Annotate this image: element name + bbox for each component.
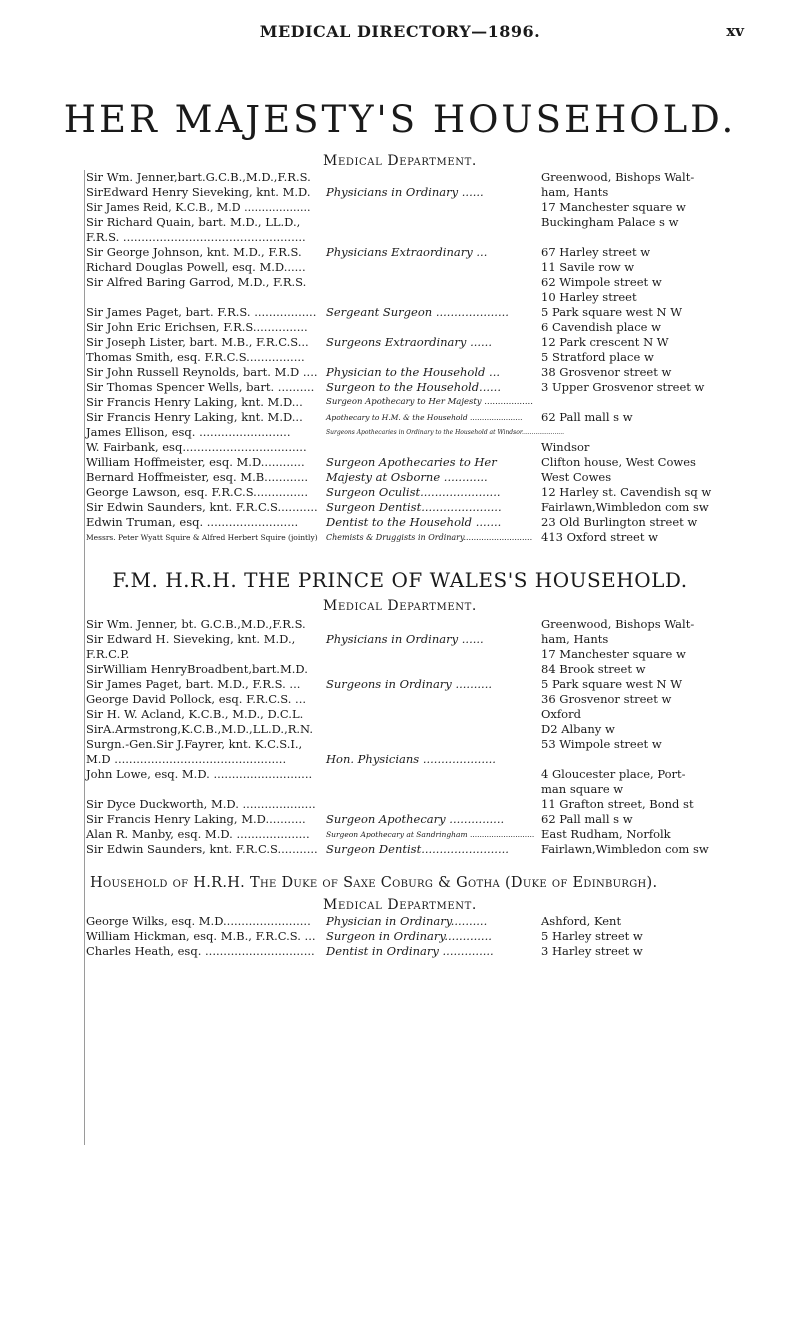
directory-row [86,722,800,737]
person-name: Bernard Hoffmeister, esq. M.B............ [86,470,309,484]
directory-row [86,350,800,365]
directory-row [86,365,800,380]
address: Clifton house, West Cowes [541,455,696,469]
office-title: Surgeon Dentist...................... [326,500,502,514]
address: 5 Park square west N W [541,677,683,691]
office-title: Surgeon Apothecary ............... [326,812,505,826]
directory-row [86,290,800,305]
person-name: William Hickman, esq. M.B., F.R.C.S. ... [86,929,316,943]
directory-row [86,335,800,350]
directory-row [86,914,800,929]
directory-row [86,185,800,200]
person-name: F.R.S. .................................................. [86,230,306,244]
address: East Rudham, Norfolk [541,827,671,841]
directory-row [86,305,800,320]
office-title: Physicians in Ordinary ...... [326,632,484,646]
person-name: F.R.C.P. [86,647,130,661]
directory-row [86,425,800,440]
address: 5 Park square west N W [541,305,683,319]
address: 62 Pall mall s w [541,410,633,424]
address: 3 Upper Grosvenor street w [541,380,705,394]
address: Greenwood, Bishops Walt- [541,617,695,631]
directory-row [86,677,800,692]
directory-row [86,530,800,545]
person-name: Sir Francis Henry Laking, M.D........... [86,812,306,826]
person-name: Sir John Eric Erichsen, F.R.S............... [86,320,308,334]
office-title: Physician in Ordinary.......... [326,914,488,928]
coburg-dept-heading: Medical Department. [323,897,477,913]
wales-title: F.M. H.R.H. THE PRINCE OF WALES'S HOUSEHOLD. [112,568,688,592]
address: D2 Albany w [541,722,615,736]
wales-dept-heading: Medical Department. [323,598,477,614]
person-name: Charles Heath, esq. .............................. [86,944,315,958]
person-name: Edwin Truman, esq. ......................... [86,515,299,529]
office-title: Surgeon Apothecary at Sandringham ........................... [326,830,535,839]
margin-rule [84,170,85,1145]
address: 23 Old Burlington street w [541,515,698,529]
office-title: Apothecary to H.M. & the Household ...................... [326,413,523,422]
person-name: Sir Francis Henry Laking, knt. M.D... [86,410,303,424]
person-name: SirWilliam HenryBroadbent,bart.M.D. [86,662,308,676]
person-name: Sir Edward H. Sieveking, knt. M.D., [86,632,296,646]
directory-row [86,827,800,842]
address: 5 Stratford place w [541,350,654,364]
address: 11 Savile row w [541,260,635,274]
directory-row [86,170,800,185]
person-name: Thomas Smith, esq. F.R.C.S................ [86,350,305,364]
address: Windsor [541,440,590,454]
directory-row [86,455,800,470]
address: Fairlawn,Wimbledon com sw [541,500,709,514]
address: 12 Park crescent N W [541,335,669,349]
coburg-entries [86,914,800,959]
person-name: Sir James Paget, bart. M.D., F.R.S. ... [86,677,301,691]
page-number: xv [726,22,744,40]
person-name: George Wilks, esq. M.D........................ [86,914,311,928]
directory-row [86,752,800,767]
directory-row [86,617,800,632]
person-name: Sir Joseph Lister, bart. M.B., F.R.C.S... [86,335,309,349]
person-name: SirA.Armstrong,K.C.B.,M.D.,LL.D.,R.N. [86,722,314,736]
directory-row [86,812,800,827]
office-title: Surgeon Oculist...................... [326,485,501,499]
directory-row [86,632,800,647]
directory-row [86,782,800,797]
address: 11 Grafton street, Bond st [541,797,694,811]
directory-row [86,662,800,677]
directory-row [86,230,800,245]
address: Ashford, Kent [541,914,622,928]
address: 10 Harley street [541,290,637,304]
office-title: Physician to the Household ... [326,365,501,379]
person-name: Sir Wm. Jenner, bt. G.C.B.,M.D.,F.R.S. [86,617,306,631]
directory-row [86,842,800,857]
directory-row [86,692,800,707]
person-name: James Ellison, esq. ......................... [86,425,291,439]
person-name: SirEdward Henry Sieveking, knt. M.D. [86,185,311,199]
address: 36 Grosvenor street w [541,692,672,706]
person-name: Richard Douglas Powell, esq. M.D...... [86,260,306,274]
person-name: Sir Francis Henry Laking, knt. M.D... [86,395,303,409]
directory-row [86,200,800,215]
person-name: Sir Dyce Duckworth, M.D. .................... [86,797,316,811]
office-title: Hon. Physicians .................... [326,752,496,766]
address: 62 Wimpole street w [541,275,662,289]
office-title: Surgeon Apothecary to Her Majesty .................. [326,397,533,407]
person-name: William Hoffmeister, esq. M.D............ [86,455,305,469]
person-name: Sir Edwin Saunders, knt. F.R.C.S........... [86,842,318,856]
directory-row [86,500,800,515]
directory-row [86,380,800,395]
office-title: Surgeon to the Household...... [326,380,501,394]
directory-row [86,395,800,410]
address: West Cowes [541,470,612,484]
person-name: George David Pollock, esq. F.R.C.S. ... [86,692,307,706]
person-name: Sir James Paget, bart. F.R.S. ................. [86,305,317,319]
directory-row [86,647,800,662]
office-title: Sergeant Surgeon .................... [326,305,509,319]
person-name: Sir Wm. Jenner,bart.G.C.B.,M.D.,F.R.S. [86,170,311,184]
address: ham, Hants [541,185,609,199]
address: 5 Harley street w [541,929,643,943]
directory-row [86,485,800,500]
address: Buckingham Palace s w [541,215,679,229]
coburg-household-heading: Household of H.R.H. The Duke of Saxe Coburg & Gotha (Duke of Edinburgh). [90,875,658,891]
address: 12 Harley st. Cavendish sq w [541,485,712,499]
address: 413 Oxford street w [541,530,658,544]
address: 3 Harley street w [541,944,643,958]
address: 38 Grosvenor street w [541,365,672,379]
office-title: Physicians Extraordinary ... [326,245,488,259]
majesty-dept-heading: Medical Department. [323,153,477,169]
running-head [0,22,800,52]
office-title: Dentist to the Household ....... [326,515,502,529]
directory-row [86,440,800,455]
address: ham, Hants [541,632,609,646]
majesty-entries [86,170,800,545]
office-title: Surgeons Extraordinary ...... [326,335,492,349]
address: Greenwood, Bishops Walt- [541,170,695,184]
person-name: Sir Richard Quain, bart. M.D., LL.D., [86,215,301,229]
person-name: Sir Edwin Saunders, knt. F.R.C.S........... [86,500,318,514]
office-title: Dentist in Ordinary .............. [326,944,494,958]
person-name: Alan R. Manby, esq. M.D. .................... [86,827,310,841]
address: 17 Manchester square w [541,200,686,214]
directory-row [86,737,800,752]
address: 4 Gloucester place, Port- [541,767,686,781]
directory-row [86,515,800,530]
person-name: Sir Alfred Baring Garrod, M.D., F.R.S. [86,275,307,289]
person-name: Surgn.-Gen.Sir J.Fayrer, knt. K.C.S.I., [86,737,303,751]
address: man square w [541,782,624,796]
directory-row [86,944,800,959]
wales-entries [86,617,800,857]
office-title: Surgeon in Ordinary............. [326,929,492,943]
address: 17 Manchester square w [541,647,686,661]
directory-row [86,707,800,722]
office-title: Surgeon Dentist........................ [326,842,509,856]
person-name: John Lowe, esq. M.D. ........................... [86,767,313,781]
address: Fairlawn,Wimbledon com sw [541,842,709,856]
address: Oxford [541,707,581,721]
person-name: Sir John Russell Reynolds, bart. M.D .... [86,365,318,379]
person-name: Messrs. Peter Wyatt Squire & Alfred Herbert Squire (jointly) [86,533,318,542]
directory-row [86,767,800,782]
person-name: Sir George Johnson, knt. M.D., F.R.S. [86,245,302,259]
person-name: Sir Thomas Spencer Wells, bart. .......... [86,380,315,394]
person-name: W. Fairbank, esq.................................. [86,440,307,454]
directory-row [86,215,800,230]
person-name: Sir James Reid, K.C.B., M.D ................... [86,201,311,214]
directory-row [86,410,800,425]
page-title: HER MAJESTY'S HOUSEHOLD. [63,98,737,141]
address: 6 Cavendish place w [541,320,661,334]
office-title: Chemists & Druggists in Ordinary........................... [326,533,533,542]
directory-row [86,245,800,260]
address: 62 Pall mall s w [541,812,633,826]
address: 84 Brook street w [541,662,646,676]
directory-row [86,929,800,944]
office-title: Majesty at Osborne ............ [326,470,488,484]
office-title: Surgeons in Ordinary .......... [326,677,493,691]
office-title: Physicians in Ordinary ...... [326,185,484,199]
running-head-title: MEDICAL DIRECTORY—1896. [259,22,541,41]
person-name: M.D ............................................... [86,752,287,766]
directory-row [86,797,800,812]
directory-row [86,260,800,275]
directory-row [86,275,800,290]
address: 53 Wimpole street w [541,737,662,751]
address: 67 Harley street w [541,245,651,259]
office-title: Surgeons Apothecaries in Ordinary to the Household at Windsor...................... [326,429,565,436]
directory-row [86,320,800,335]
person-name: Sir H. W. Acland, K.C.B., M.D., D.C.L. [86,707,304,721]
office-title: Surgeon Apothecaries to Her [326,455,497,469]
directory-row [86,470,800,485]
person-name: George Lawson, esq. F.R.C.S............... [86,485,308,499]
